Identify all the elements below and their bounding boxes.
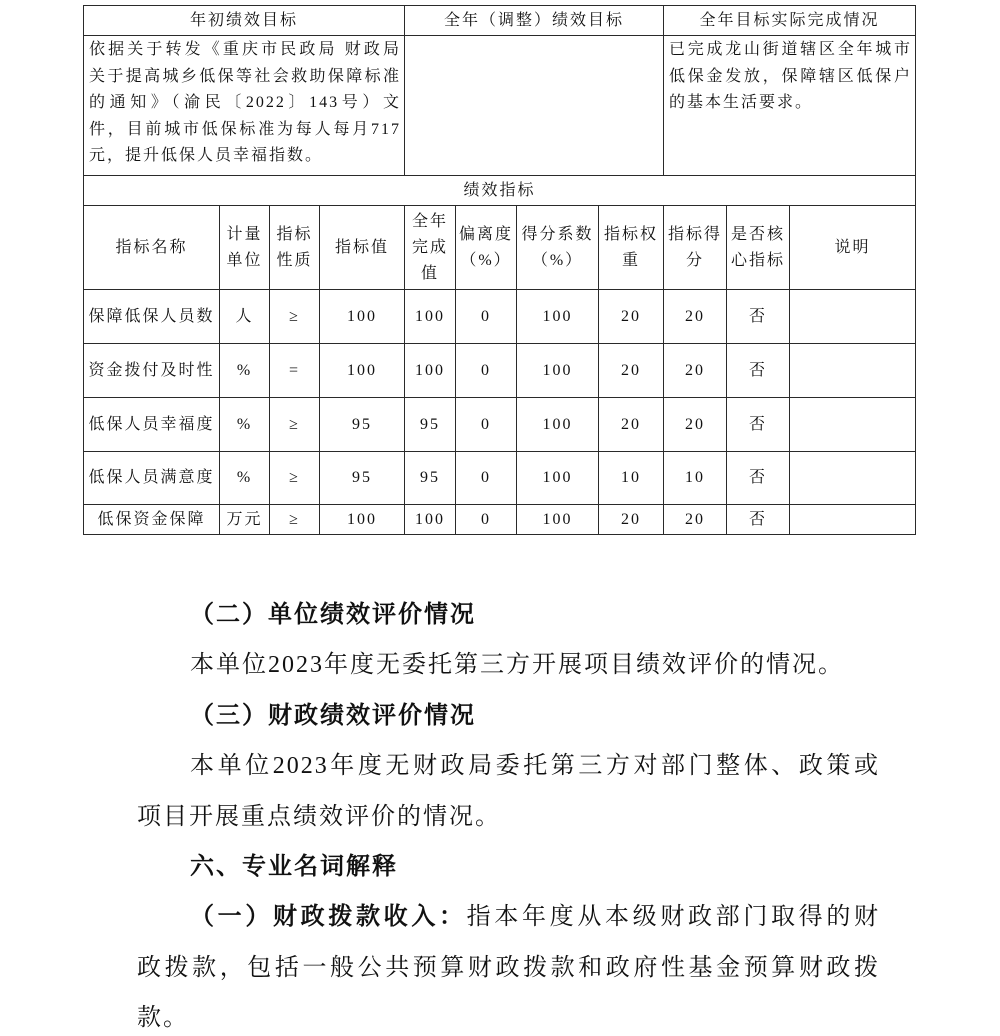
adjusted-goal-text — [405, 36, 664, 176]
glossary-definition-line: 款。 — [137, 1005, 189, 1032]
column-header-remark: 说明 — [790, 206, 916, 290]
score-coefficient: 100 — [517, 290, 599, 344]
initial-goal-text — [84, 36, 405, 176]
column-header-unit: 计量单位 — [220, 206, 270, 290]
column-header-completed: 全年完成值 — [405, 206, 456, 290]
column-header-score: 指标得分 — [664, 206, 727, 290]
indicator-score: 20 — [664, 398, 727, 452]
indicator-name: 低保资金保障 — [84, 505, 220, 535]
initial-goal-line: 关于提高城乡低保等社会救助保障标准 — [89, 67, 402, 85]
indicator-column-header-row — [84, 206, 916, 290]
core-indicator-flag: 否 — [727, 505, 790, 535]
core-indicator-flag: 否 — [727, 398, 790, 452]
indicator-row — [84, 398, 916, 452]
column-header-weight: 指标权重 — [599, 206, 664, 290]
actual-completion-text — [664, 36, 916, 176]
initial-goal-line: 的通知》（渝民〔2022〕143号）文 — [89, 94, 402, 111]
measure-unit: % — [220, 398, 270, 452]
indicator-name: 保障低保人员数 — [84, 290, 220, 344]
paragraph-line: 项目开展重点绩效评价的情况。 — [137, 803, 501, 830]
target-value: 100 — [320, 344, 405, 398]
deviation-percent: 0 — [456, 452, 517, 505]
completed-value: 100 — [405, 290, 456, 344]
glossary-definition-line: 政拨款，包括一般公共预算财政拨款和政府性基金预算财政拨 — [137, 954, 880, 981]
goal-header-row — [84, 6, 916, 36]
indicator-score: 20 — [664, 290, 727, 344]
core-indicator-flag: 否 — [727, 452, 790, 505]
target-value: 95 — [320, 452, 405, 505]
glossary-definition: 指本年度从本级财政部门取得的财 — [466, 904, 881, 931]
completed-value: 100 — [405, 344, 456, 398]
column-header-deviation: 偏离度（%） — [456, 206, 517, 290]
indicator-nature: ≥ — [270, 452, 320, 505]
indicator-nature: ≥ — [270, 398, 320, 452]
column-header-core: 是否核心指标 — [727, 206, 790, 290]
remark — [790, 398, 916, 452]
deviation-percent: 0 — [456, 344, 517, 398]
score-coefficient: 100 — [517, 505, 599, 535]
measure-unit: % — [220, 452, 270, 505]
core-indicator-flag: 否 — [727, 344, 790, 398]
indicator-row — [84, 452, 916, 505]
deviation-percent: 0 — [456, 398, 517, 452]
score-coefficient: 100 — [517, 344, 599, 398]
goals-section — [84, 6, 916, 290]
indicator-row — [84, 344, 916, 398]
glossary-term: （一）财政拨款收入： — [190, 904, 467, 931]
section-heading-glossary: 六、专业名词解释 — [190, 852, 398, 880]
paragraph-line: 本单位2023年度无委托第三方开展项目绩效评价的情况。 — [190, 652, 844, 679]
adjusted-goal-header: 全年（调整）绩效目标 — [405, 6, 664, 36]
score-coefficient: 100 — [517, 398, 599, 452]
column-header-target: 指标值 — [320, 206, 405, 290]
indicator-nature: ≥ — [270, 505, 320, 535]
indicator-rows — [84, 290, 916, 535]
indicator-score: 10 — [664, 452, 727, 505]
deviation-percent: 0 — [456, 290, 517, 344]
initial-goal-line: 依据关于转发《重庆市民政局 财政局 — [89, 41, 402, 58]
measure-unit: 人 — [220, 290, 270, 344]
indicator-row — [84, 290, 916, 344]
initial-goal-line: 件，目前城市低保标准为每人每月717 — [89, 120, 402, 138]
glossary-item — [137, 903, 880, 931]
core-indicator-flag: 否 — [727, 290, 790, 344]
section-heading-finance-evaluation: （三）财政绩效评价情况 — [190, 702, 476, 729]
indicators-title: 绩效指标 — [84, 176, 916, 206]
remark — [790, 452, 916, 505]
remark — [790, 344, 916, 398]
indicator-weight: 20 — [599, 505, 664, 535]
actual-completion-line: 的基本生活要求。 — [669, 94, 814, 111]
indicator-weight: 20 — [599, 398, 664, 452]
measure-unit: 万元 — [220, 505, 270, 535]
deviation-percent: 0 — [456, 505, 517, 535]
goal-content-row — [84, 36, 916, 176]
actual-completion-line: 已完成龙山街道辖区全年城市 — [669, 41, 913, 58]
column-header-coefficient: 得分系数（%） — [517, 206, 599, 290]
measure-unit: % — [220, 344, 270, 398]
score-coefficient: 100 — [517, 452, 599, 505]
remark — [790, 505, 916, 535]
target-value: 100 — [320, 290, 405, 344]
indicators-title-row — [84, 176, 916, 206]
column-header-nature: 指标性质 — [270, 206, 320, 290]
section-heading-unit-evaluation: （二）单位绩效评价情况 — [190, 602, 476, 628]
indicator-name: 低保人员满意度 — [84, 452, 220, 505]
target-value: 95 — [320, 398, 405, 452]
body-text — [137, 601, 880, 1032]
completed-value: 100 — [405, 505, 456, 535]
indicator-score: 20 — [664, 344, 727, 398]
actual-completion-header: 全年目标实际完成情况 — [664, 6, 916, 36]
initial-goal-header: 年初绩效目标 — [84, 6, 405, 36]
actual-completion-line: 低保金发放，保障辖区低保户 — [669, 67, 913, 85]
column-header-indicator-name: 指标名称 — [84, 206, 220, 290]
indicator-weight: 10 — [599, 452, 664, 505]
indicator-row — [84, 505, 916, 535]
indicator-name: 资金拨付及时性 — [84, 344, 220, 398]
completed-value: 95 — [405, 452, 456, 505]
initial-goal-line: 元，提升低保人员幸福指数。 — [89, 147, 324, 164]
performance-table — [83, 5, 916, 535]
remark — [790, 290, 916, 344]
paragraph-line: 本单位2023年度无财政局委托第三方对部门整体、政策或 — [190, 753, 880, 780]
target-value: 100 — [320, 505, 405, 535]
indicator-weight: 20 — [599, 290, 664, 344]
indicator-score: 20 — [664, 505, 727, 535]
indicator-weight: 20 — [599, 344, 664, 398]
completed-value: 95 — [405, 398, 456, 452]
indicator-nature: = — [270, 344, 320, 398]
indicator-nature: ≥ — [270, 290, 320, 344]
indicator-name: 低保人员幸福度 — [84, 398, 220, 452]
